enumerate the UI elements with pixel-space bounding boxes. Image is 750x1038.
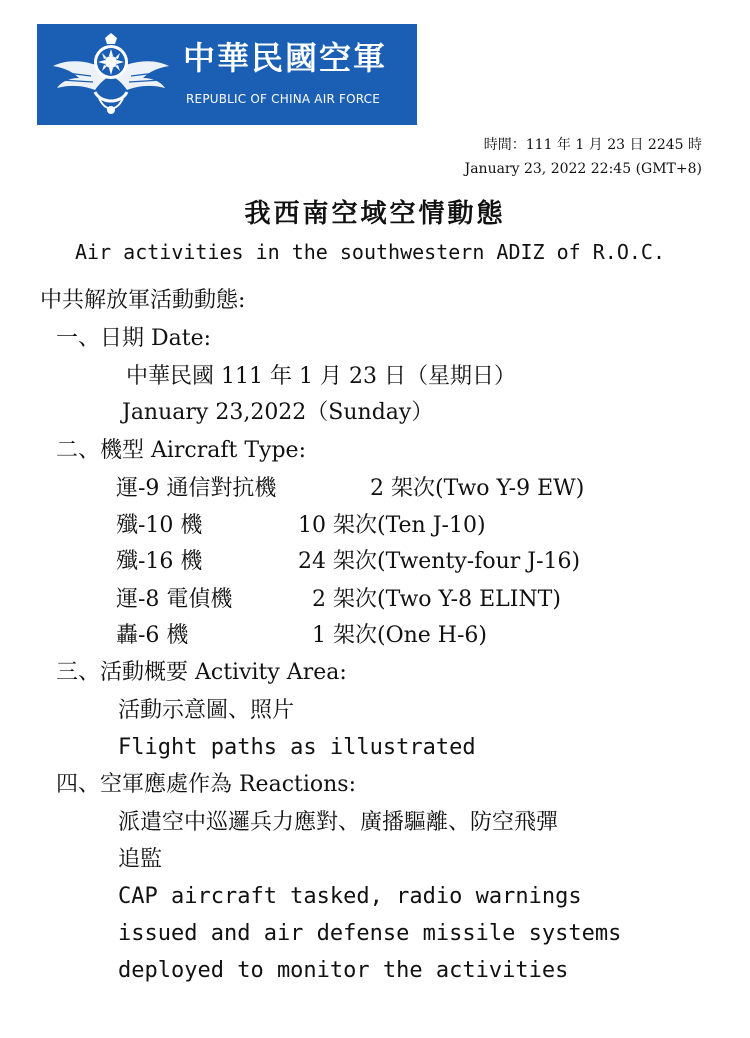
title-en: Air activities in the southwestern ADIZ of R.O.C.	[74, 240, 665, 264]
title-zh: 我西南空域空情動態	[244, 199, 506, 229]
aircraft-item-count: 2 架次(Two Y-8 ELINT)	[312, 587, 561, 612]
reactions-line-en-2: issued and air defense missile systems	[118, 921, 622, 946]
section-aircraft-heading: 二、機型 Aircraft Type:	[56, 438, 306, 463]
aircraft-item-count: 1 架次(One H-6)	[312, 623, 487, 648]
section-reactions-heading: 四、空軍應處作為 Reactions:	[56, 772, 357, 797]
aircraft-item-name: 殲-10 機	[116, 513, 203, 538]
aircraft-item-name: 運-9 通信對抗機	[116, 476, 277, 501]
header-banner	[37, 24, 417, 125]
reactions-line-zh-1: 派遣空中巡邏兵力應對、廣播驅離、防空飛彈	[118, 810, 559, 835]
section-area-heading: 三、活動概要 Activity Area:	[56, 660, 347, 685]
area-line-zh: 活動示意圖、照片	[118, 698, 295, 723]
aircraft-item-name: 運-8 電偵機	[116, 587, 233, 612]
intro-heading: 中共解放軍活動動態:	[40, 288, 246, 313]
date-line-zh: 中華民國 111 年 1 月 23 日（星期日）	[126, 364, 516, 389]
timestamp-local: 時間：111 年 1 月 23 日 2245 時	[483, 137, 702, 153]
org-name-zh: 中華民國空軍	[183, 39, 388, 77]
aircraft-item-name: 殲-16 機	[116, 549, 203, 574]
date-line-en: January 23,2022（Sunday）	[122, 400, 434, 425]
section-date-heading: 一、日期 Date:	[56, 326, 212, 351]
area-line-en: Flight paths as illustrated	[118, 735, 476, 760]
roc-air-force-emblem-icon	[51, 32, 171, 118]
aircraft-item-name: 轟-6 機	[116, 623, 189, 648]
aircraft-item-count: 10 架次(Ten J-10)	[298, 513, 486, 538]
reactions-line-zh-2: 追監	[118, 847, 163, 872]
org-name-en: REPUBLIC OF CHINA AIR FORCE	[186, 92, 381, 106]
aircraft-item-count: 2 架次(Two Y-9 EW)	[370, 476, 585, 501]
aircraft-item-count: 24 架次(Twenty-four J-16)	[298, 549, 581, 574]
reactions-line-en-1: CAP aircraft tasked, radio warnings	[118, 884, 582, 909]
timestamp-english: January 23, 2022 22:45 (GMT+8)	[464, 161, 702, 177]
reactions-line-en-3: deployed to monitor the activities	[118, 958, 569, 983]
